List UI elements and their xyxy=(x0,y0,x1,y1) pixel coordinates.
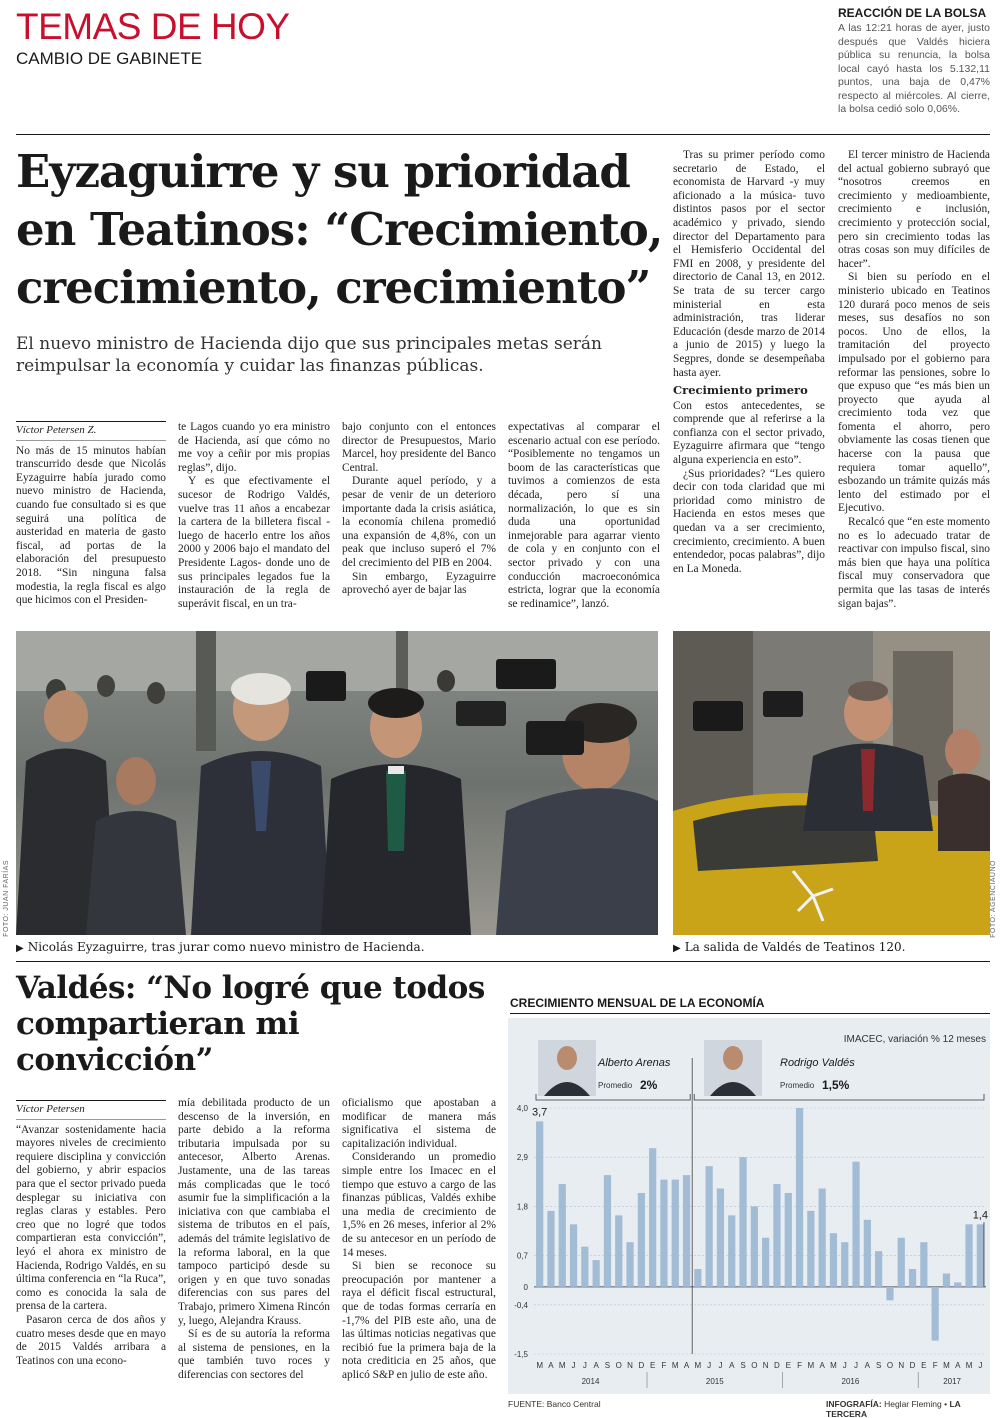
chart-month-label: J xyxy=(571,1361,576,1370)
chart-bar xyxy=(593,1260,600,1287)
chart-bar xyxy=(660,1180,667,1287)
chart-month-label: J xyxy=(854,1361,859,1370)
chart-bar xyxy=(943,1273,950,1286)
section-divider xyxy=(16,961,990,962)
main-column-1 xyxy=(16,421,166,608)
main-col2-text: te Lagos cuando yo era ministro de Hacienda, así que cómo no me voy a ceñir por mis propias reglas”, dijo. xyxy=(178,421,330,474)
chart-ytick-label: -0,4 xyxy=(514,1300,528,1310)
header-divider xyxy=(16,134,990,135)
photo2-credit: FOTO: AGENCIAUNO xyxy=(990,860,997,938)
chart-ytick-label: 4,0 xyxy=(516,1104,528,1113)
chart-unit-label: IMACEC, variación % 12 meses xyxy=(843,1034,986,1045)
main-col6-text: El tercer ministro de Hacienda del actual gobierno subrayó que “nosotros creemos en crecimiento y medioambiente, crecimiento e inclusión, crecimiento y protección social, pero sin crecimiento todas las otras cosas son muy difíciles de hacer”. xyxy=(838,149,990,270)
chart-month-label: M xyxy=(965,1361,973,1370)
chart-credit: INFOGRAFÍA: Heglar Fleming • LA TERCERA xyxy=(826,1399,961,1418)
main-col2b-text: Y es que efectivamente el sucesor de Rodrigo Valdés, vuelve tras 11 años a encabezar la cartera de la billetera fiscal -luego de hacerlo entre los años 2000 y 2006 bajo el mandato del Presidente Lagos- donde uno de sus principales legados fue la instauración de la regla de superávit fiscal, en un tra- xyxy=(178,475,330,610)
chart-bar xyxy=(536,1121,543,1286)
main-column-4 xyxy=(508,421,660,611)
photo-valdes-illustration xyxy=(673,631,990,935)
photo1-caption: Nicolás Eyzaguirre, tras jurar como nuevo ministro de Hacienda. xyxy=(27,940,425,954)
second-column-2 xyxy=(178,1097,330,1382)
chart-month-label: A xyxy=(819,1361,825,1370)
second-col3c-text: Si bien se reconoce su preocupación por mantener a raya el déficit fiscal estructural, que de todas formas cerraría en -1,7% del PIB este año, una de las últimas noticias negativas que recibió fue la primera baja de la nota crediticia en 25 años, que aplicó S&P en julio de este año. xyxy=(342,1260,496,1381)
chart-year-label: 2016 xyxy=(841,1377,860,1386)
chart-month-label: N xyxy=(762,1361,769,1370)
main-column-2 xyxy=(178,421,330,611)
chart-month-label: D xyxy=(909,1361,916,1370)
chart-month-label: A xyxy=(864,1361,871,1370)
main-column-3 xyxy=(342,421,496,598)
chart-period-avg-value: 1,5% xyxy=(822,1078,850,1092)
chart-month-label: J xyxy=(582,1361,587,1370)
chart-year-label: 2017 xyxy=(943,1377,961,1386)
second-col2b-text: Sí es de su autoría la reforma al sistema de pensiones, en la que también tuvo roces y diferencias con sectores del xyxy=(178,1328,330,1381)
chart-bar xyxy=(547,1211,554,1287)
chart-bar xyxy=(615,1215,622,1287)
bolsa-title: REACCIÓN DE LA BOLSA xyxy=(838,6,987,20)
photo2-caption-line xyxy=(673,940,905,954)
chart-bar xyxy=(819,1189,826,1287)
chart-month-label: O xyxy=(615,1361,622,1370)
chart-month-label: D xyxy=(638,1361,645,1370)
chart-bar xyxy=(683,1175,690,1287)
chart-bar xyxy=(965,1224,972,1287)
chart-ytick-label: 0 xyxy=(523,1282,528,1292)
main-col3b-text: Durante aquel período, y a pesar de venir de un deterioro importante dada la crisis asiática, la economía chilena promedió una expansión de 4,8%, con un peak que incluso superó el 7% del crecimiento del PIB en 2004. xyxy=(342,475,496,569)
chart-month-label: A xyxy=(683,1361,690,1370)
chart-bar xyxy=(638,1193,645,1287)
chart-bar xyxy=(706,1166,713,1287)
chart-data-label: 1,4 xyxy=(972,1209,988,1222)
chart-bar xyxy=(694,1269,701,1287)
chart-month-label: D xyxy=(774,1361,780,1370)
chart-bar xyxy=(773,1184,780,1287)
photo-eyzaguirre xyxy=(16,631,658,935)
chart-month-label: J xyxy=(842,1361,847,1370)
chart-month-label: M xyxy=(536,1361,543,1370)
chart-bar xyxy=(796,1108,803,1287)
chart-bar xyxy=(886,1287,893,1300)
chart-bar xyxy=(785,1193,792,1287)
imacec-chart xyxy=(508,1018,990,1398)
main-col4-text: expectativas al comparar el escenario actual con ese período. “Posiblemente no tengamos un boom de las características que tuvimos a comienzos de esta década, pero sí una normalización, lo que es sin duda una oportunidad inmejorable para agarrar viento de cola y en conjunto con el sector privado y con una conducción macroeconómica estricta, lograr que la economía se redinamice”, lanzó. xyxy=(508,421,660,610)
chart-ytick-label: 2,9 xyxy=(516,1153,528,1163)
chart-month-label: A xyxy=(955,1361,961,1370)
chart-month-label: F xyxy=(797,1361,802,1370)
chart-bar xyxy=(581,1247,588,1287)
chart-month-label: S xyxy=(740,1361,746,1370)
chart-bar xyxy=(604,1175,611,1287)
chart-year-label: 2015 xyxy=(705,1377,724,1386)
chart-bar xyxy=(739,1157,746,1287)
main-col6c-text: Recalcó que “en este momento no es lo adecuado tratar de reactivar con impulso fiscal, sino más bien que haya una política fiscal muy conservadora que permita que las tasas de interés sigan bajas”. xyxy=(838,516,990,610)
chart-month-label: S xyxy=(875,1361,882,1370)
chart-bar xyxy=(751,1206,758,1287)
chart-month-label: E xyxy=(921,1361,927,1370)
chart-title: CRECIMIENTO MENSUAL DE LA ECONOMÍA xyxy=(510,996,765,1010)
avatar-head xyxy=(557,1046,577,1070)
chart-ytick-label: -1,5 xyxy=(514,1350,528,1359)
chart-month-label: M xyxy=(943,1361,950,1370)
chart-source: FUENTE: Banco Central xyxy=(508,1399,601,1409)
chart-bar xyxy=(830,1233,837,1287)
valdes-avatar xyxy=(704,1040,762,1096)
photo-eyzaguirre-illustration xyxy=(16,631,658,935)
chart-credit-prefix: INFOGRAFÍA: xyxy=(826,1399,882,1409)
main-column-6 xyxy=(838,149,990,611)
chart-month-label: M xyxy=(807,1361,815,1370)
photo2-caption: La salida de Valdés de Teatinos 120. xyxy=(684,940,906,954)
chart-credit-name: Heglar Fleming xyxy=(884,1399,942,1409)
main-col5-text: Tras su primer período como secretario de Estado, el economista de Harvard -y muy aficionado a la música- tuvo distintos pasos por el sector académico y privado, siendo director del Departamento para el Hemisferio Occidental del FMI en 2008, y presidente del directorio de Canal 13, en 2012. Se trata de su tercer cargo ministerial en esta administración, tras liderar Educación (desde marzo de 2014 a junio de 2015) y luego la Segpres, donde se desempeñaba hasta ayer. xyxy=(673,149,825,379)
second-column-3 xyxy=(342,1097,496,1382)
bolsa-text: A las 12:21 horas de ayer, justo después que Valdés hiciera pública su renuncia, la bolsa local cayó hasta los 5.132,11 puntos, una baja de 0,47% respecto al miércoles. Al cierre, la bolsa cedió solo 0,06%. xyxy=(838,22,990,115)
chart-month-label: M xyxy=(694,1361,702,1370)
avatar-head xyxy=(723,1046,743,1070)
chart-bar xyxy=(626,1242,633,1287)
photo1-caption-line xyxy=(16,940,425,954)
photo1-credit: FOTO: JUAN FARÍAS xyxy=(3,860,10,937)
arenas-avatar xyxy=(538,1040,596,1096)
chart-month-label: O xyxy=(751,1361,758,1370)
chart-period-avg-label: Promedio xyxy=(598,1081,633,1090)
bolsa-box xyxy=(838,6,990,117)
section-title: TEMAS DE HOY xyxy=(16,6,290,47)
main-col5b-text: Con estos antecedentes, se comprende que al referirse a la confianza con el sector privado, Eyzaguirre afirmara que “tengo alguna experiencia en esto”. xyxy=(673,399,825,467)
chart-bar xyxy=(841,1242,848,1287)
main-dek: El nuevo ministro de Hacienda dijo que sus principales metas serán reimpulsar la economía y cuidar las finanzas públicas. xyxy=(16,334,603,376)
chart-period-avg-label: Promedio xyxy=(780,1081,815,1090)
chart-month-label: M xyxy=(671,1361,679,1370)
second-col2-text: mía debilitada producto de un descenso de la inversión, en parte debido a la reforma tributaria impulsada por su antecesor, Alberto Arenas. Justamente, una de las tareas más complicadas que le tocó asumir fue la simplificación a la iniciativa con que cambiaba el sistema de tributos en el país, además del trámite legislativo de la reforma laboral, en la que tampoco participó desde su origen y en que tuvo sonadas diferencias con sus pares del Trabajo, primero Ximena Rincón y, luego, Alejandra Krauss. xyxy=(178,1097,330,1327)
main-col6b-text: Si bien su período en el ministerio ubicado en Teatinos 120 durará poco menos de seis meses, sus desafíos no son pocos. Uno de ellos, la tramitación del proyecto impulsado por el gobierno para reformar las pensiones, sobre lo que expuso que “es más bien un proyecto que ayuda al crecimiento toda vez que fomenta el ahorro, pero obviamente las cosas tienen que hacerse con la pausa que requiera tomar aquello”, esbozando un trámite quizás más lento del estimado por el Ejecutivo. xyxy=(838,271,990,515)
chart-bar xyxy=(570,1224,577,1287)
chart-bar xyxy=(559,1184,566,1287)
chart-bar xyxy=(672,1180,679,1287)
second-byline: Víctor Petersen xyxy=(16,1100,166,1120)
main-col5c-text: ¿Sus prioridades? “Les quiero decir con toda claridad que mi prioridad como ministro de Hacienda en estos meses que quedan va a ser crecimiento, crecimiento, crecimiento. A buen entendedor, pocas palabras”, dijo en La Moneda. xyxy=(673,467,825,575)
chart-month-label: J xyxy=(978,1361,983,1370)
chart-bar xyxy=(898,1238,905,1287)
chart-title-rule xyxy=(510,1013,990,1014)
photo-valdes xyxy=(673,631,990,935)
second-col1b-text: Pasaron cerca de dos años y cuatro meses desde que en mayo de 2015 Valdés arribara a Teatinos con una econo- xyxy=(16,1313,166,1367)
chart-bar xyxy=(920,1242,927,1287)
chart-month-label: A xyxy=(593,1361,599,1370)
second-headline: Valdés: “No logré que todos compartieran mi convicción” xyxy=(16,970,485,1078)
chart-month-label: E xyxy=(785,1361,791,1370)
second-column-1 xyxy=(16,1100,166,1368)
main-col3c-text: Sin embargo, Eyzaguirre aprovechó ayer de bajar las xyxy=(342,570,496,597)
chart-bar xyxy=(932,1287,939,1341)
chart-bar xyxy=(954,1282,961,1286)
chart-month-label: A xyxy=(729,1361,735,1370)
chart-bar xyxy=(728,1215,735,1287)
chart-data-label: 3,7 xyxy=(532,1106,548,1119)
second-col3-text: oficialismo que apostaban a modificar de manera más significativa el sistema de capitalización individual. xyxy=(342,1097,496,1150)
main-byline: Víctor Petersen Z. xyxy=(16,421,166,441)
chart-bar xyxy=(717,1189,724,1287)
chart-credit-brand: LA TERCERA xyxy=(826,1399,961,1418)
chart-bar xyxy=(852,1162,859,1287)
main-column-5 xyxy=(673,149,825,576)
chart-period-name: Alberto Arenas xyxy=(598,1057,671,1069)
chart-month-label: F xyxy=(661,1361,667,1370)
chart-month-label: J xyxy=(718,1361,723,1370)
chart-bar xyxy=(977,1224,984,1287)
chart-month-label: S xyxy=(604,1361,611,1370)
chart-month-label: M xyxy=(558,1361,566,1370)
chart-month-label: A xyxy=(548,1361,554,1370)
main-headline: Eyzaguirre y su prioridad en Teatinos: “Crecimiento, crecimiento, crecimiento” xyxy=(16,145,663,314)
chart-period-name: Rodrigo Valdés xyxy=(780,1057,855,1069)
chart-month-label: M xyxy=(830,1361,837,1370)
chart-year-label: 2014 xyxy=(581,1377,600,1386)
chart-month-label: N xyxy=(898,1361,905,1370)
main-col1-text: No más de 15 minutos habían transcurrido desde que Nicolás Eyzaguirre había jurado como nuevo ministro de Hacienda, cuando fue consultado si es que seguirá una política de austeridad en materia de gasto fiscal, ad portas de la elaboración del presupuesto 2018. “Sin ninguna falsa modestia, la regla fiscal es algo que hicimos con el Presiden- xyxy=(16,444,166,607)
chart-month-label: F xyxy=(932,1361,938,1370)
section-subtitle: CAMBIO DE GABINETE xyxy=(16,49,203,68)
chart-bar xyxy=(649,1148,656,1287)
chart-month-label: N xyxy=(627,1361,633,1370)
second-col3b-text: Considerando un promedio simple entre los Imacec en el tiempo que estuvo a cargo de las finanzas públicas, Valdés exhibe una media de crecimiento de 1,5% en 26 meses, inferior al 2% de su antecesor en un período de 14 meses. xyxy=(342,1151,496,1259)
chart-bar xyxy=(762,1238,769,1287)
caption-triangle-icon: ▶ xyxy=(16,943,24,954)
caption-triangle-icon: ▶ xyxy=(673,943,681,954)
chart-ytick-label: 1,8 xyxy=(516,1202,528,1212)
chart-bar xyxy=(875,1251,882,1287)
second-col1-text: “Avanzar sostenidamente hacia mayores niveles de crecimiento requiere disciplina y convicción del gobierno, y abrir espacios para que el sector privado pueda desplegar su iniciativa con reglas claras y estables. Pero creo que no logré que todos compartieran esta convicción”, leyó el ahora ex ministro de Hacienda, Rodrigo Valdés, en su última conferencia en “la Ruca”, como es conocida la sala de prensa de la cartera. xyxy=(16,1123,166,1313)
chart-bar xyxy=(807,1211,814,1287)
main-col3-text: bajo conjunto con el entonces director de Presupuestos, Mario Marcel, hoy presidente del Banco Central. xyxy=(342,421,496,474)
chart-month-label: J xyxy=(707,1361,712,1370)
chart-bar xyxy=(864,1220,871,1287)
chart-month-label: E xyxy=(649,1361,656,1370)
chart-month-label: O xyxy=(886,1361,894,1370)
chart-container xyxy=(508,1018,990,1398)
main-subhead: Crecimiento primero xyxy=(673,383,808,398)
chart-ytick-label: 0,7 xyxy=(516,1251,528,1261)
chart-bar xyxy=(909,1269,916,1287)
chart-period-avg-value: 2% xyxy=(640,1078,658,1092)
